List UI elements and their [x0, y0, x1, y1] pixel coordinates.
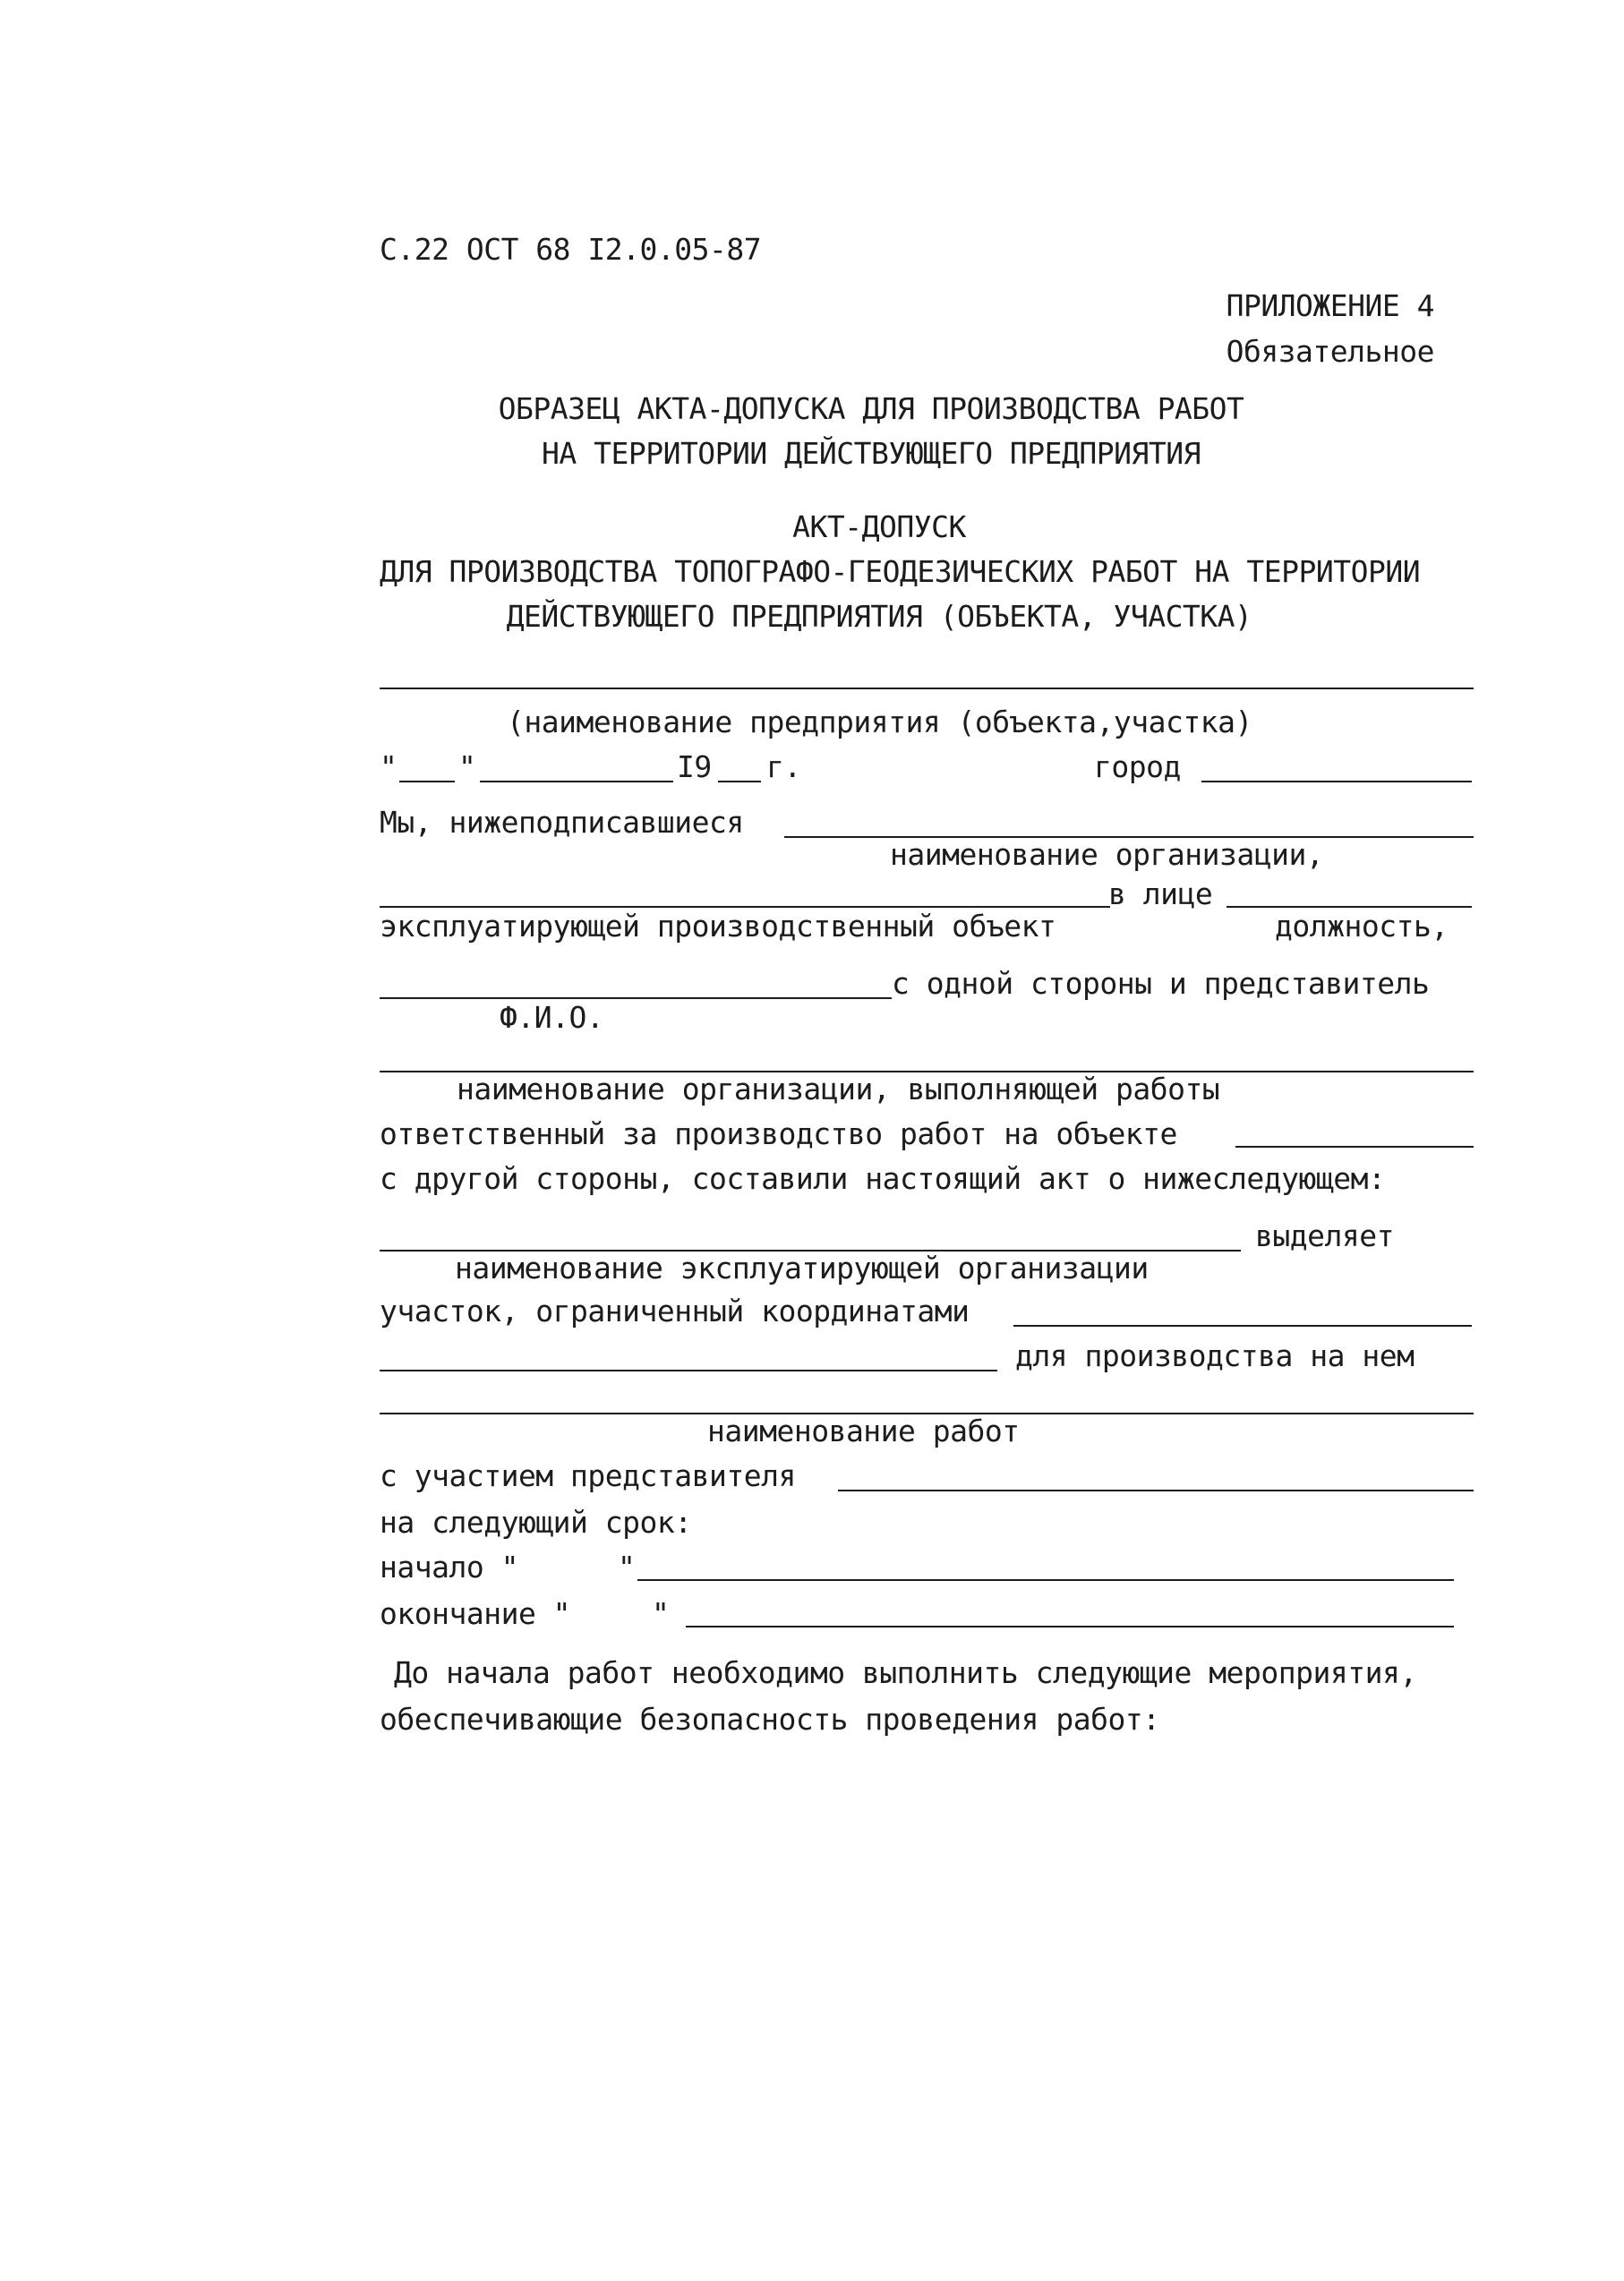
responsible-label: ответственный за производство работ на объекте: [380, 1116, 1177, 1151]
city-label: город: [1094, 749, 1181, 784]
coordinates-line-2[interactable]: [380, 1370, 997, 1371]
other-side-text: с другой стороны, составили настоящий акт о нижеследующем:: [380, 1161, 1386, 1196]
responsible-line[interactable]: [1235, 1146, 1474, 1148]
end-date-line[interactable]: [686, 1626, 1454, 1627]
appendix-number: ПРИЛОЖЕНИЕ 4: [1226, 288, 1434, 323]
year-suffix: г.: [766, 749, 801, 784]
participation-label: с участием представителя: [380, 1458, 796, 1493]
allocates-label: выделяет: [1255, 1218, 1394, 1253]
end-label: окончание ": [380, 1596, 571, 1631]
page-reference: С.22 ОСТ 68 I2.0.05-87: [380, 232, 762, 267]
representative-line[interactable]: [838, 1490, 1474, 1491]
sample-title-line1: ОБРАЗЕЦ АКТА-ДОПУСКА ДЛЯ ПРОИЗВОДСТВА РАБОТ: [498, 391, 1244, 426]
year-prefix: I9: [677, 749, 712, 784]
sample-title-line2: НА ТЕРРИТОРИИ ДЕЙСТВУЮЩЕГО ПРЕДПРИЯТИЯ: [542, 436, 1201, 471]
enterprise-caption: (наименование предприятия (объекта,участка): [507, 705, 1252, 739]
operating-object-line[interactable]: [380, 906, 1110, 908]
date-quote-close: ": [458, 749, 476, 784]
start-label: начало ": [380, 1550, 518, 1585]
undersigned-label: Мы, нижеподписавшиеся: [380, 805, 744, 840]
organization-caption: наименование организации,: [890, 837, 1324, 872]
act-title-line2: ДЕЙСТВУЮЩЕГО ПРЕДПРИЯТИЯ (ОБЪЕКТА, УЧАСТКА): [506, 599, 1252, 634]
coordinates-line[interactable]: [1013, 1325, 1472, 1327]
fio-line[interactable]: [380, 997, 892, 999]
measures-text-line2: обеспечивающие безопасность проведения работ:: [380, 1702, 1160, 1737]
in-person-label: в лице: [1108, 876, 1213, 911]
one-side-label: с одной стороны и представитель: [892, 966, 1430, 1001]
operating-object-caption: эксплуатирующей производственный объект: [380, 909, 1056, 944]
start-date-line[interactable]: [637, 1579, 1454, 1581]
appendix-status: Обязательное: [1226, 334, 1434, 369]
start-quote: ": [618, 1550, 636, 1585]
performing-org-caption: наименование организации, выполняющей работы: [457, 1072, 1220, 1106]
position-line[interactable]: [1227, 906, 1472, 908]
act-title: АКТ-ДОПУСК: [792, 509, 966, 544]
date-quote-open: ": [380, 749, 397, 784]
month-line[interactable]: [480, 781, 673, 782]
next-term-label: на следующий срок:: [380, 1505, 692, 1540]
act-title-line1: ДЛЯ ПРОИЗВОДСТВА ТОПОГРАФО-ГЕОДЕЗИЧЕСКИХ РАБОТ НА ТЕРРИТОРИИ: [380, 554, 1421, 589]
fio-caption: Ф.И.О.: [500, 1000, 604, 1035]
for-production-label: для производства на нем: [1015, 1338, 1415, 1373]
end-quote: ": [652, 1596, 670, 1631]
measures-text-line1: До начала работ необходимо выполнить следующие мероприятия,: [394, 1655, 1417, 1690]
day-line[interactable]: [399, 781, 455, 782]
enterprise-name-line[interactable]: [380, 688, 1474, 689]
city-line[interactable]: [1201, 781, 1472, 782]
works-caption: наименование работ: [707, 1414, 1020, 1448]
operating-org-caption: наименование эксплуатирующей организации: [455, 1251, 1149, 1286]
position-caption: должность,: [1275, 909, 1449, 944]
year-line[interactable]: [718, 781, 761, 782]
plot-coordinates-label: участок, ограниченный координатами: [380, 1294, 970, 1328]
